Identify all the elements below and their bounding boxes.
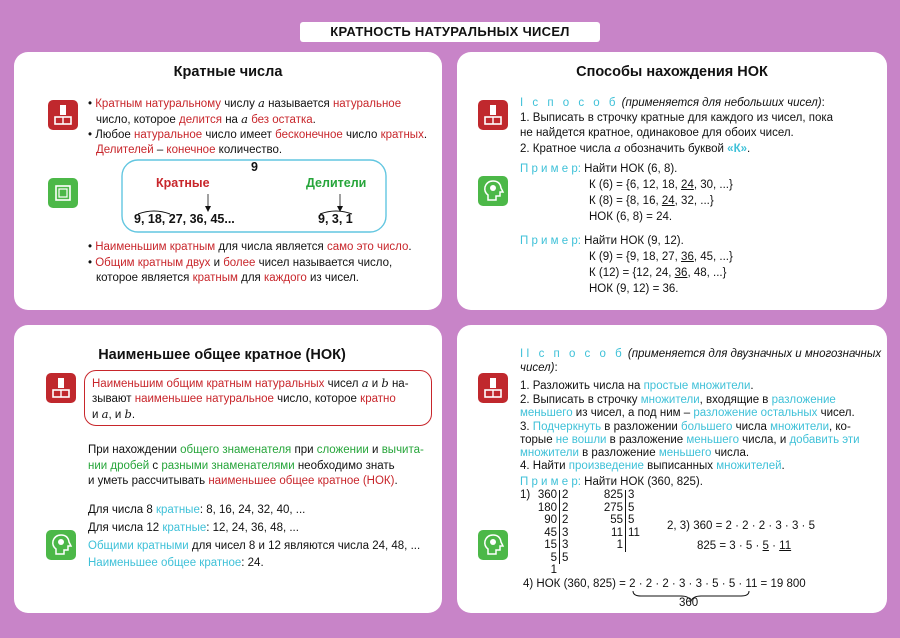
text-line: • Наименьшим кратным для числа является само это число. — [88, 241, 412, 253]
cards-icon — [48, 178, 78, 208]
multiples-label: Кратные — [156, 176, 210, 190]
division-line — [625, 490, 626, 552]
underbrace-value: 360 — [679, 597, 699, 609]
text-line: и уметь рассчитывать наименьшее общее кратное (НОК). — [88, 475, 398, 487]
head-lightbulb-icon — [478, 530, 508, 560]
example-line: К (9) = {9, 18, 27, 36, 45, ...} — [589, 251, 733, 263]
example-heading: П р и м е р: Найти НОК (9, 12). — [520, 235, 684, 247]
panel-second-method — [457, 325, 887, 613]
text-line: число, которое делится на a без остатка. — [96, 112, 316, 126]
example-line: НОК (6, 8) = 24. — [589, 211, 673, 223]
head-lightbulb-icon — [46, 530, 76, 560]
example-line: К (6) = {6, 12, 18, 24, 30, ...} — [589, 179, 733, 191]
text-line: I с п о с о б (применяется для небольших чисел): — [520, 97, 825, 109]
text-line: не найдется кратное, одинаковое для обоих чисел. — [520, 127, 794, 139]
text-line: • Кратным натуральному числу a называется натуральное — [88, 96, 402, 110]
step-label: 1) — [520, 489, 531, 501]
text-line: Наименьшее общее кратное: 24. — [88, 557, 264, 569]
multiples-values: 9, 18, 27, 36, 45... — [134, 212, 235, 226]
panel-heading: Кратные числа — [173, 64, 283, 80]
text-line: При нахождении общего знаменателя при сложении и вычита- — [88, 444, 424, 456]
example-line: НОК (9, 12) = 36. — [589, 283, 679, 295]
head-lightbulb-icon — [478, 176, 508, 206]
factor-column-825: 825 275 55 11 1 — [603, 489, 623, 551]
panel-lcm-definition — [14, 325, 442, 613]
text-line: • Любое натуральное число имеет бесконечное число кратных. — [88, 129, 428, 141]
text-line: зывают наименьшее натуральное число, которое кратно — [92, 393, 396, 405]
text-line: • Общим кратным двух и более чисел называется число, — [88, 257, 393, 269]
example-heading: П р и м е р: Найти НОК (6, 8). — [520, 163, 678, 175]
text-line: меньшего из чисел, а под ним – разложение остальных чисел. — [520, 407, 855, 419]
text-line: II с п о с о б (применяется для двузначных и многозначных — [520, 348, 882, 360]
example-line: К (8) = {8, 16, 24, 32, ...} — [589, 195, 714, 207]
text-line: 2. Выписать в строчку множители, входящие в разложение — [520, 394, 836, 406]
page-title: КРАТНОСТЬ НАТУРАЛЬНЫХ ЧИСЕЛ — [300, 22, 600, 42]
factor-column-360: 360 180 90 45 15 5 1 — [537, 489, 557, 576]
divisors-values: 9, 3, 1 — [318, 212, 353, 226]
text-line: Для числа 12 кратные: 12, 24, 36, 48, ... — [88, 522, 299, 534]
text-line: нии дробей с разными знаменателями необходимо знать — [88, 460, 395, 472]
text-line: Наименьшим общим кратным натуральных чисел a и b на- — [92, 376, 409, 390]
text-line: 1. Разложить числа на простые множители. — [520, 380, 754, 392]
equation-360: 2, 3) 360 = 2 · 2 · 2 · 3 · 3 · 5 — [667, 520, 815, 532]
text-line: Общими кратными для чисел 8 и 12 являются числа 24, 48, ... — [88, 540, 421, 552]
text-line: чисел): — [520, 362, 558, 374]
text-line: 3. Подчеркнуть в разложении большего числа множители, ко- — [520, 421, 851, 433]
book-icon — [478, 100, 508, 130]
book-icon — [478, 373, 508, 403]
text-line: которое является кратным для каждого из чисел. — [96, 272, 359, 284]
book-icon — [46, 373, 76, 403]
book-icon — [48, 100, 78, 130]
panel-multiples — [14, 52, 442, 310]
example-heading: П р и м е р: Найти НОК (360, 825). — [520, 476, 703, 488]
text-line: Делителей – конечное количество. — [96, 144, 283, 156]
factor-column-360-primes: 2 2 2 3 3 5 — [562, 489, 569, 564]
text-line: и a, и b. — [92, 407, 136, 421]
text-line: торые не вошли в разложение меньшего числа, и добавить эти — [520, 434, 860, 446]
equation-825: 825 = 3 · 5 · 5 · 11 — [697, 540, 792, 552]
text-line: 4. Найти произведение выписанных множителей. — [520, 460, 785, 472]
text-line: Для числа 8 кратные: 8, 16, 24, 32, 40, ... — [88, 504, 306, 516]
text-line: множители в разложение меньшего числа. — [520, 447, 750, 459]
panel-lcm-methods — [457, 52, 887, 310]
panel-heading: Способы нахождения НОК — [576, 64, 768, 80]
text-line: 1. Выписать в строчку кратные для каждого из чисел, пока — [520, 112, 834, 124]
factor-column-825-primes: 3 5 5 11 — [628, 489, 640, 539]
final-equation: 4) НОК (360, 825) = 2 · 2 · 2 · 3 · 3 · 5 · 5 · 11 = 19 800 — [523, 578, 806, 590]
example-line: К (12) = {12, 24, 36, 48, ...} — [589, 267, 727, 279]
panel-heading: Наименьшее общее кратное (НОК) — [98, 347, 346, 363]
divisors-label: Делители — [306, 176, 367, 190]
division-line — [559, 490, 560, 564]
text-line: 2. Кратное числа a обозначить буквой «К». — [520, 141, 751, 155]
diagram-number: 9 — [251, 160, 258, 174]
